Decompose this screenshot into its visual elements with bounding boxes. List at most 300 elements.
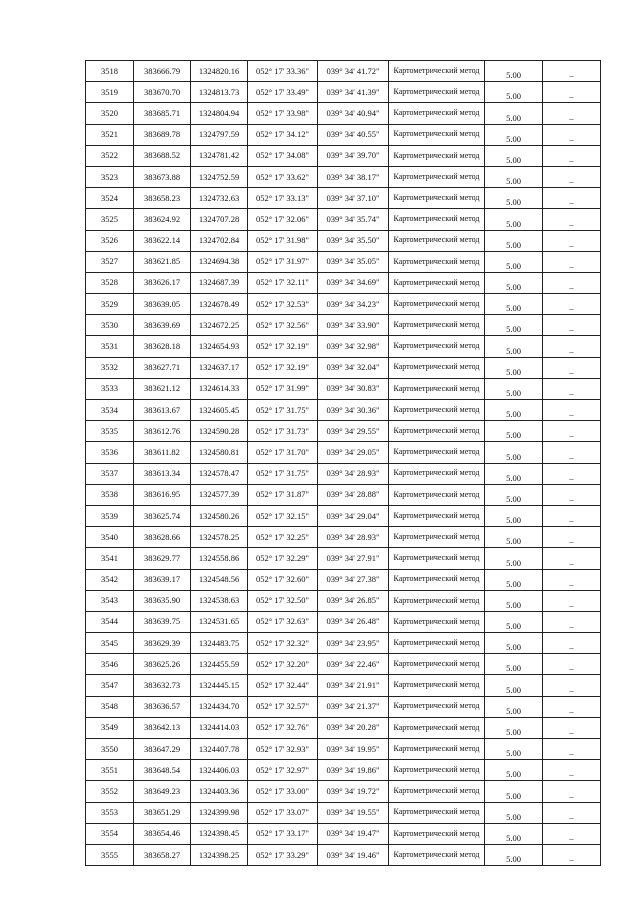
x-coordinate-cell: 383670.70 <box>134 82 191 103</box>
latitude-cell: 052° 17' 32.19" <box>248 336 318 357</box>
method-cell: Картометрический метод <box>389 336 485 357</box>
longitude-cell: 039° 34' 26.85" <box>318 590 389 611</box>
note-cell: – <box>543 357 601 378</box>
y-coordinate-cell: 1324781.42 <box>191 145 248 166</box>
latitude-cell: 052° 17' 32.11" <box>248 272 318 293</box>
table-row <box>86 251 601 272</box>
point-number-cell: 3524 <box>86 188 134 209</box>
point-number-cell: 3546 <box>86 654 134 675</box>
note-cell: – <box>543 760 601 781</box>
method-cell: Картометрический метод <box>389 760 485 781</box>
x-coordinate-cell: 383626.17 <box>134 272 191 293</box>
latitude-cell: 052° 17' 32.32" <box>248 633 318 654</box>
point-number-cell: 3549 <box>86 717 134 738</box>
accuracy-cell: 5.00 <box>485 442 543 463</box>
longitude-cell: 039° 34' 34.23" <box>318 294 389 315</box>
point-number-cell: 3541 <box>86 548 134 569</box>
latitude-cell: 052° 17' 32.57" <box>248 696 318 717</box>
x-coordinate-cell: 383639.69 <box>134 315 191 336</box>
table-row <box>86 145 601 166</box>
method-cell: Картометрический метод <box>389 696 485 717</box>
x-coordinate-cell: 383621.85 <box>134 251 191 272</box>
table-row <box>86 548 601 569</box>
longitude-cell: 039° 34' 39.70" <box>318 145 389 166</box>
method-cell: Картометрический метод <box>389 166 485 187</box>
accuracy-cell: 5.00 <box>485 569 543 590</box>
point-number-cell: 3525 <box>86 209 134 230</box>
latitude-cell: 052° 17' 32.93" <box>248 739 318 760</box>
longitude-cell: 039° 34' 37.10" <box>318 188 389 209</box>
longitude-cell: 039° 34' 19.55" <box>318 802 389 823</box>
longitude-cell: 039° 34' 34.69" <box>318 272 389 293</box>
longitude-cell: 039° 34' 30.36" <box>318 400 389 421</box>
table-row <box>86 484 601 505</box>
longitude-cell: 039° 34' 19.86" <box>318 760 389 781</box>
table-row <box>86 717 601 738</box>
y-coordinate-cell: 1324414.03 <box>191 717 248 738</box>
x-coordinate-cell: 383673.88 <box>134 166 191 187</box>
y-coordinate-cell: 1324578.47 <box>191 463 248 484</box>
accuracy-cell: 5.00 <box>485 675 543 696</box>
x-coordinate-cell: 383628.18 <box>134 336 191 357</box>
latitude-cell: 052° 17' 32.60" <box>248 569 318 590</box>
note-cell: – <box>543 696 601 717</box>
accuracy-cell: 5.00 <box>485 251 543 272</box>
x-coordinate-cell: 383627.71 <box>134 357 191 378</box>
latitude-cell: 052° 17' 31.75" <box>248 400 318 421</box>
y-coordinate-cell: 1324797.59 <box>191 124 248 145</box>
x-coordinate-cell: 383651.29 <box>134 802 191 823</box>
note-cell: – <box>543 590 601 611</box>
point-number-cell: 3545 <box>86 633 134 654</box>
x-coordinate-cell: 383625.26 <box>134 654 191 675</box>
table-row <box>86 315 601 336</box>
point-number-cell: 3534 <box>86 400 134 421</box>
table-row <box>86 823 601 844</box>
table-row <box>86 400 601 421</box>
method-cell: Картометрический метод <box>389 357 485 378</box>
latitude-cell: 052° 17' 31.98" <box>248 230 318 251</box>
latitude-cell: 052° 17' 32.15" <box>248 505 318 526</box>
longitude-cell: 039° 34' 28.93" <box>318 463 389 484</box>
table-row <box>86 378 601 399</box>
longitude-cell: 039° 34' 27.38" <box>318 569 389 590</box>
longitude-cell: 039° 34' 32.04" <box>318 357 389 378</box>
point-number-cell: 3537 <box>86 463 134 484</box>
y-coordinate-cell: 1324707.28 <box>191 209 248 230</box>
point-number-cell: 3519 <box>86 82 134 103</box>
table-row <box>86 442 601 463</box>
table-row <box>86 675 601 696</box>
latitude-cell: 052° 17' 34.12" <box>248 124 318 145</box>
method-cell: Картометрический метод <box>389 463 485 484</box>
accuracy-cell: 5.00 <box>485 548 543 569</box>
note-cell: – <box>543 844 601 865</box>
longitude-cell: 039° 34' 22.46" <box>318 654 389 675</box>
y-coordinate-cell: 1324678.49 <box>191 294 248 315</box>
y-coordinate-cell: 1324654.93 <box>191 336 248 357</box>
latitude-cell: 052° 17' 33.17" <box>248 823 318 844</box>
note-cell: – <box>543 82 601 103</box>
latitude-cell: 052° 17' 32.76" <box>248 717 318 738</box>
latitude-cell: 052° 17' 31.75" <box>248 463 318 484</box>
y-coordinate-cell: 1324538.63 <box>191 590 248 611</box>
note-cell: – <box>543 781 601 802</box>
longitude-cell: 039° 34' 21.37" <box>318 696 389 717</box>
method-cell: Картометрический метод <box>389 633 485 654</box>
x-coordinate-cell: 383658.23 <box>134 188 191 209</box>
longitude-cell: 039° 34' 40.55" <box>318 124 389 145</box>
x-coordinate-cell: 383639.17 <box>134 569 191 590</box>
latitude-cell: 052° 17' 31.87" <box>248 484 318 505</box>
y-coordinate-cell: 1324637.17 <box>191 357 248 378</box>
latitude-cell: 052° 17' 31.70" <box>248 442 318 463</box>
note-cell: – <box>543 166 601 187</box>
method-cell: Картометрический метод <box>389 442 485 463</box>
longitude-cell: 039° 34' 19.95" <box>318 739 389 760</box>
point-number-cell: 3523 <box>86 166 134 187</box>
accuracy-cell: 5.00 <box>485 315 543 336</box>
latitude-cell: 052° 17' 32.56" <box>248 315 318 336</box>
note-cell: – <box>543 145 601 166</box>
table-row <box>86 294 601 315</box>
accuracy-cell: 5.00 <box>485 421 543 442</box>
longitude-cell: 039° 34' 33.90" <box>318 315 389 336</box>
latitude-cell: 052° 17' 32.97" <box>248 760 318 781</box>
table-row <box>86 230 601 251</box>
coordinates-table-page <box>85 60 601 866</box>
y-coordinate-cell: 1324577.39 <box>191 484 248 505</box>
x-coordinate-cell: 383622.14 <box>134 230 191 251</box>
note-cell: – <box>543 315 601 336</box>
note-cell: – <box>543 654 601 675</box>
longitude-cell: 039° 34' 28.88" <box>318 484 389 505</box>
longitude-cell: 039° 34' 29.55" <box>318 421 389 442</box>
method-cell: Картометрический метод <box>389 209 485 230</box>
note-cell: – <box>543 802 601 823</box>
latitude-cell: 052° 17' 33.49" <box>248 82 318 103</box>
note-cell: – <box>543 336 601 357</box>
longitude-cell: 039° 34' 21.91" <box>318 675 389 696</box>
method-cell: Картометрический метод <box>389 400 485 421</box>
note-cell: – <box>543 209 601 230</box>
method-cell: Картометрический метод <box>389 717 485 738</box>
accuracy-cell: 5.00 <box>485 272 543 293</box>
accuracy-cell: 5.00 <box>485 378 543 399</box>
y-coordinate-cell: 1324820.16 <box>191 61 248 82</box>
x-coordinate-cell: 383613.67 <box>134 400 191 421</box>
y-coordinate-cell: 1324455.59 <box>191 654 248 675</box>
y-coordinate-cell: 1324407.78 <box>191 739 248 760</box>
point-number-cell: 3542 <box>86 569 134 590</box>
latitude-cell: 052° 17' 31.73" <box>248 421 318 442</box>
table-row <box>86 611 601 632</box>
method-cell: Картометрический метод <box>389 527 485 548</box>
point-number-cell: 3522 <box>86 145 134 166</box>
table-row <box>86 421 601 442</box>
x-coordinate-cell: 383632.73 <box>134 675 191 696</box>
accuracy-cell: 5.00 <box>485 400 543 421</box>
latitude-cell: 052° 17' 34.08" <box>248 145 318 166</box>
table-row <box>86 590 601 611</box>
note-cell: – <box>543 569 601 590</box>
accuracy-cell: 5.00 <box>485 82 543 103</box>
y-coordinate-cell: 1324614.33 <box>191 378 248 399</box>
latitude-cell: 052° 17' 32.29" <box>248 548 318 569</box>
note-cell: – <box>543 103 601 124</box>
latitude-cell: 052° 17' 32.20" <box>248 654 318 675</box>
point-number-cell: 3520 <box>86 103 134 124</box>
method-cell: Картометрический метод <box>389 802 485 823</box>
accuracy-cell: 5.00 <box>485 760 543 781</box>
point-number-cell: 3547 <box>86 675 134 696</box>
accuracy-cell: 5.00 <box>485 654 543 675</box>
y-coordinate-cell: 1324672.25 <box>191 315 248 336</box>
accuracy-cell: 5.00 <box>485 781 543 802</box>
longitude-cell: 039° 34' 35.50" <box>318 230 389 251</box>
table-row <box>86 357 601 378</box>
note-cell: – <box>543 294 601 315</box>
latitude-cell: 052° 17' 32.19" <box>248 357 318 378</box>
table-row <box>86 124 601 145</box>
latitude-cell: 052° 17' 32.53" <box>248 294 318 315</box>
point-number-cell: 3540 <box>86 527 134 548</box>
longitude-cell: 039° 34' 26.48" <box>318 611 389 632</box>
y-coordinate-cell: 1324398.25 <box>191 844 248 865</box>
x-coordinate-cell: 383639.75 <box>134 611 191 632</box>
y-coordinate-cell: 1324702.84 <box>191 230 248 251</box>
note-cell: – <box>543 611 601 632</box>
method-cell: Картометрический метод <box>389 378 485 399</box>
x-coordinate-cell: 383621.12 <box>134 378 191 399</box>
accuracy-cell: 5.00 <box>485 145 543 166</box>
x-coordinate-cell: 383612.76 <box>134 421 191 442</box>
y-coordinate-cell: 1324406.03 <box>191 760 248 781</box>
point-number-cell: 3548 <box>86 696 134 717</box>
method-cell: Картометрический метод <box>389 61 485 82</box>
accuracy-cell: 5.00 <box>485 103 543 124</box>
method-cell: Картометрический метод <box>389 548 485 569</box>
note-cell: – <box>543 548 601 569</box>
method-cell: Картометрический метод <box>389 188 485 209</box>
accuracy-cell: 5.00 <box>485 844 543 865</box>
y-coordinate-cell: 1324804.94 <box>191 103 248 124</box>
y-coordinate-cell: 1324752.59 <box>191 166 248 187</box>
method-cell: Картометрический метод <box>389 315 485 336</box>
method-cell: Картометрический метод <box>389 654 485 675</box>
longitude-cell: 039° 34' 41.72" <box>318 61 389 82</box>
accuracy-cell: 5.00 <box>485 527 543 548</box>
latitude-cell: 052° 17' 33.98" <box>248 103 318 124</box>
longitude-cell: 039° 34' 27.91" <box>318 548 389 569</box>
method-cell: Картометрический метод <box>389 145 485 166</box>
x-coordinate-cell: 383685.71 <box>134 103 191 124</box>
method-cell: Картометрический метод <box>389 124 485 145</box>
note-cell: – <box>543 717 601 738</box>
accuracy-cell: 5.00 <box>485 61 543 82</box>
point-number-cell: 3528 <box>86 272 134 293</box>
x-coordinate-cell: 383689.78 <box>134 124 191 145</box>
longitude-cell: 039° 34' 41.39" <box>318 82 389 103</box>
y-coordinate-cell: 1324580.81 <box>191 442 248 463</box>
note-cell: – <box>543 527 601 548</box>
y-coordinate-cell: 1324580.26 <box>191 505 248 526</box>
method-cell: Картометрический метод <box>389 484 485 505</box>
method-cell: Картометрический метод <box>389 251 485 272</box>
y-coordinate-cell: 1324590.28 <box>191 421 248 442</box>
y-coordinate-cell: 1324483.75 <box>191 633 248 654</box>
y-coordinate-cell: 1324558.86 <box>191 548 248 569</box>
accuracy-cell: 5.00 <box>485 590 543 611</box>
longitude-cell: 039° 34' 35.05" <box>318 251 389 272</box>
point-number-cell: 3552 <box>86 781 134 802</box>
point-number-cell: 3529 <box>86 294 134 315</box>
x-coordinate-cell: 383647.29 <box>134 739 191 760</box>
table-row <box>86 336 601 357</box>
point-number-cell: 3531 <box>86 336 134 357</box>
x-coordinate-cell: 383654.46 <box>134 823 191 844</box>
latitude-cell: 052° 17' 31.99" <box>248 378 318 399</box>
table-row <box>86 802 601 823</box>
table-row <box>86 188 601 209</box>
note-cell: – <box>543 230 601 251</box>
latitude-cell: 052° 17' 32.63" <box>248 611 318 632</box>
point-number-cell: 3521 <box>86 124 134 145</box>
accuracy-cell: 5.00 <box>485 739 543 760</box>
method-cell: Картометрический метод <box>389 675 485 696</box>
longitude-cell: 039° 34' 29.05" <box>318 442 389 463</box>
table-row <box>86 844 601 865</box>
latitude-cell: 052° 17' 33.13" <box>248 188 318 209</box>
table-row <box>86 505 601 526</box>
method-cell: Картометрический метод <box>389 739 485 760</box>
point-number-cell: 3539 <box>86 505 134 526</box>
accuracy-cell: 5.00 <box>485 633 543 654</box>
table-row <box>86 633 601 654</box>
longitude-cell: 039° 34' 19.46" <box>318 844 389 865</box>
table-row <box>86 103 601 124</box>
table-row <box>86 166 601 187</box>
note-cell: – <box>543 739 601 760</box>
point-number-cell: 3526 <box>86 230 134 251</box>
note-cell: – <box>543 505 601 526</box>
x-coordinate-cell: 383648.54 <box>134 760 191 781</box>
x-coordinate-cell: 383688.52 <box>134 145 191 166</box>
table-row <box>86 463 601 484</box>
note-cell: – <box>543 675 601 696</box>
method-cell: Картометрический метод <box>389 844 485 865</box>
y-coordinate-cell: 1324531.65 <box>191 611 248 632</box>
x-coordinate-cell: 383666.79 <box>134 61 191 82</box>
longitude-cell: 039° 34' 19.47" <box>318 823 389 844</box>
table-row <box>86 82 601 103</box>
accuracy-cell: 5.00 <box>485 124 543 145</box>
x-coordinate-cell: 383629.77 <box>134 548 191 569</box>
point-number-cell: 3530 <box>86 315 134 336</box>
method-cell: Картометрический метод <box>389 590 485 611</box>
table-row <box>86 654 601 675</box>
accuracy-cell: 5.00 <box>485 505 543 526</box>
x-coordinate-cell: 383624.92 <box>134 209 191 230</box>
note-cell: – <box>543 272 601 293</box>
table-row <box>86 739 601 760</box>
point-number-cell: 3555 <box>86 844 134 865</box>
table-row <box>86 696 601 717</box>
longitude-cell: 039° 34' 30.83" <box>318 378 389 399</box>
accuracy-cell: 5.00 <box>485 611 543 632</box>
y-coordinate-cell: 1324687.39 <box>191 272 248 293</box>
longitude-cell: 039° 34' 38.17" <box>318 166 389 187</box>
note-cell: – <box>543 421 601 442</box>
accuracy-cell: 5.00 <box>485 188 543 209</box>
table-row <box>86 272 601 293</box>
y-coordinate-cell: 1324578.25 <box>191 527 248 548</box>
longitude-cell: 039° 34' 28.93" <box>318 527 389 548</box>
accuracy-cell: 5.00 <box>485 823 543 844</box>
accuracy-cell: 5.00 <box>485 484 543 505</box>
accuracy-cell: 5.00 <box>485 294 543 315</box>
table-row <box>86 209 601 230</box>
point-number-cell: 3527 <box>86 251 134 272</box>
accuracy-cell: 5.00 <box>485 230 543 251</box>
method-cell: Картометрический метод <box>389 611 485 632</box>
method-cell: Картометрический метод <box>389 421 485 442</box>
y-coordinate-cell: 1324445.15 <box>191 675 248 696</box>
y-coordinate-cell: 1324399.98 <box>191 802 248 823</box>
accuracy-cell: 5.00 <box>485 696 543 717</box>
point-number-cell: 3544 <box>86 611 134 632</box>
latitude-cell: 052° 17' 33.29" <box>248 844 318 865</box>
note-cell: – <box>543 251 601 272</box>
table-row <box>86 569 601 590</box>
x-coordinate-cell: 383636.57 <box>134 696 191 717</box>
x-coordinate-cell: 383628.66 <box>134 527 191 548</box>
latitude-cell: 052° 17' 33.62" <box>248 166 318 187</box>
note-cell: – <box>543 442 601 463</box>
accuracy-cell: 5.00 <box>485 717 543 738</box>
accuracy-cell: 5.00 <box>485 357 543 378</box>
note-cell: – <box>543 378 601 399</box>
table-row <box>86 781 601 802</box>
longitude-cell: 039° 34' 19.72" <box>318 781 389 802</box>
table-row <box>86 760 601 781</box>
method-cell: Картометрический метод <box>389 294 485 315</box>
x-coordinate-cell: 383616.95 <box>134 484 191 505</box>
note-cell: – <box>543 484 601 505</box>
y-coordinate-cell: 1324403.36 <box>191 781 248 802</box>
longitude-cell: 039° 34' 35.74" <box>318 209 389 230</box>
method-cell: Картометрический метод <box>389 103 485 124</box>
note-cell: – <box>543 188 601 209</box>
longitude-cell: 039° 34' 23.95" <box>318 633 389 654</box>
point-number-cell: 3518 <box>86 61 134 82</box>
latitude-cell: 052° 17' 33.36" <box>248 61 318 82</box>
accuracy-cell: 5.00 <box>485 336 543 357</box>
longitude-cell: 039° 34' 20.28" <box>318 717 389 738</box>
x-coordinate-cell: 383635.90 <box>134 590 191 611</box>
point-number-cell: 3536 <box>86 442 134 463</box>
method-cell: Картометрический метод <box>389 781 485 802</box>
x-coordinate-cell: 383642.13 <box>134 717 191 738</box>
latitude-cell: 052° 17' 32.25" <box>248 527 318 548</box>
note-cell: – <box>543 124 601 145</box>
method-cell: Картометрический метод <box>389 505 485 526</box>
y-coordinate-cell: 1324434.70 <box>191 696 248 717</box>
point-number-cell: 3551 <box>86 760 134 781</box>
accuracy-cell: 5.00 <box>485 463 543 484</box>
table-row <box>86 61 601 82</box>
x-coordinate-cell: 383611.82 <box>134 442 191 463</box>
